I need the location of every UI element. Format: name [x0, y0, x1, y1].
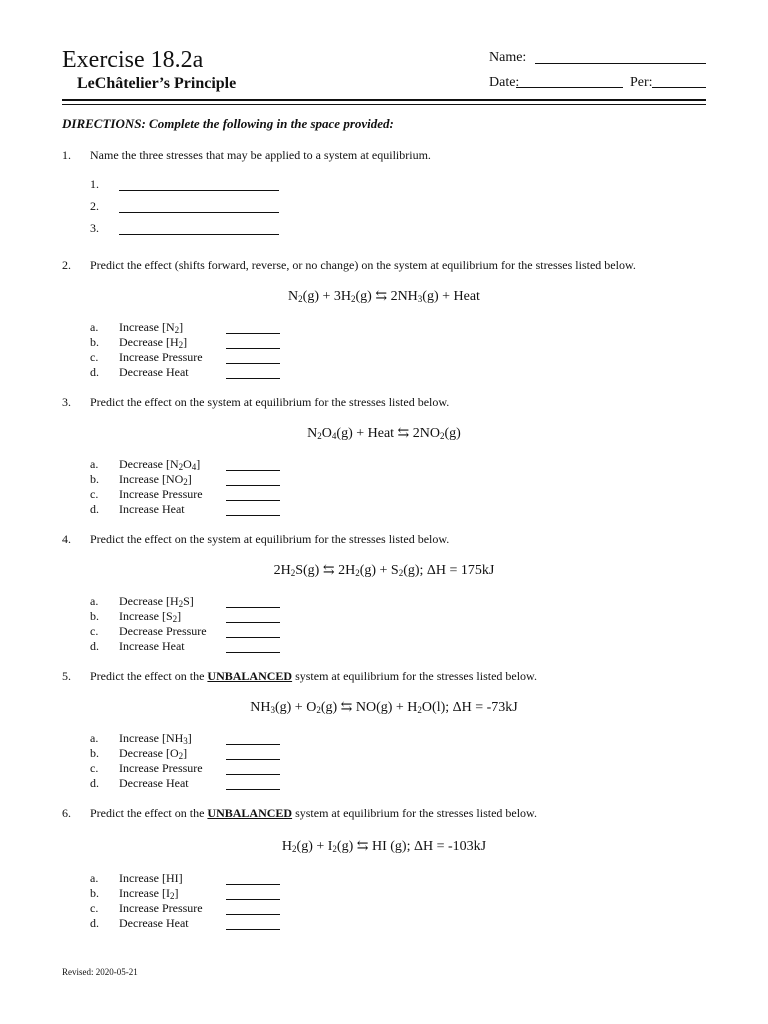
- q5-item-letter: a.: [90, 731, 99, 745]
- q2-item-letter: c.: [90, 350, 99, 364]
- q5-item-text: Decrease $[O_2]$: [119, 746, 188, 761]
- q6-item-letter: b.: [90, 886, 99, 900]
- q5-item-letter: d.: [90, 776, 99, 790]
- q1-blank-number: 3.: [90, 221, 99, 235]
- q3-answer-line[interactable]: [226, 485, 280, 486]
- q4-item-text: Decrease $[H_2S]$: [119, 594, 194, 609]
- revision-date: Revised: 2020-05-21: [62, 967, 138, 977]
- q6-answer-line[interactable]: [226, 884, 280, 885]
- q6-item-text: Decrease Heat: [119, 916, 189, 930]
- q6-item-text: Increase $[I_2]$: [119, 886, 179, 901]
- q6-text: Predict the effect on the UNBALANCED system at equilibrium for the stresses listed below.: [90, 806, 537, 820]
- q3-item-letter: a.: [90, 457, 99, 471]
- q2-item-letter: d.: [90, 365, 99, 379]
- q2-item-text: Increase $[N_2]$: [119, 320, 184, 335]
- q6-item-text: Increase Pressure: [119, 901, 203, 915]
- q3-item-text: Decrease $[N_2O_4]$: [119, 457, 201, 472]
- q4-item-letter: c.: [90, 624, 99, 638]
- q1-answer-line-3[interactable]: [119, 234, 279, 235]
- q2-answer-line[interactable]: [226, 348, 280, 349]
- q6-answer-line[interactable]: [226, 899, 280, 900]
- q3-item-text: Increase Heat: [119, 502, 185, 516]
- q6-item-letter: a.: [90, 871, 99, 885]
- date-label: Date:: [489, 75, 520, 90]
- q4-answer-line[interactable]: [226, 637, 280, 638]
- q4-answer-line[interactable]: [226, 607, 280, 608]
- q4-equation: $2H_2S(g)$ ⇆ $2H_2(g) + S_2(g)$; ΔH = 175kJ: [273, 563, 495, 578]
- q6-item-text: Increase [HI]: [119, 871, 183, 885]
- page-title: Exercise 18.2a: [62, 47, 204, 73]
- q1-number: 1.: [62, 148, 71, 162]
- q3-text: Predict the effect on the system at equilibrium for the stresses listed below.: [90, 395, 450, 409]
- q3-answer-line[interactable]: [226, 500, 280, 501]
- q4-item-letter: a.: [90, 594, 99, 608]
- q3-item-text: Increase Pressure: [119, 487, 203, 501]
- q5-item-text: Increase Pressure: [119, 761, 203, 775]
- q4-item-letter: b.: [90, 609, 99, 623]
- q5-item-text: Decrease Heat: [119, 776, 189, 790]
- q3-item-letter: c.: [90, 487, 99, 501]
- q5-answer-line[interactable]: [226, 789, 280, 790]
- q2-item-text: Decrease $[H_2]$: [119, 335, 188, 350]
- q2-item-letter: b.: [90, 335, 99, 349]
- q5-emphasis: UNBALANCED: [207, 669, 293, 683]
- q1-text: Name the three stresses that may be applied to a system at equilibrium.: [90, 148, 431, 162]
- q2-text: Predict the effect (shifts forward, reverse, or no change) on the system at equilibrium for the stresses listed below.: [90, 258, 636, 272]
- q2-item-text: Increase Pressure: [119, 350, 203, 364]
- q2-equation: $N_2(g) + 3H_2(g)$ ⇆ $2NH_3(g)$ + Heat: [288, 289, 480, 304]
- directions: DIRECTIONS: Complete the following in the space provided:: [62, 116, 394, 131]
- q5-item-text: Increase $[NH_3]$: [119, 731, 192, 746]
- q2-answer-line[interactable]: [226, 378, 280, 379]
- q4-answer-line[interactable]: [226, 652, 280, 653]
- name-field[interactable]: [535, 63, 706, 64]
- q3-equation: $N_2O_4(g)$ + Heat ⇆ $2NO_2(g)$: [307, 426, 461, 441]
- period-label: Per:: [630, 75, 653, 90]
- q2-item-text: Decrease Heat: [119, 365, 189, 379]
- q4-item-text: Increase Heat: [119, 639, 185, 653]
- q4-text: Predict the effect on the system at equilibrium for the stresses listed below.: [90, 532, 450, 546]
- q6-item-letter: d.: [90, 916, 99, 930]
- q6-equation: $H_2(g) + I_2(g)$ ⇆ HI (g); ΔH = -103kJ: [281, 839, 487, 854]
- q4-item-text: Increase $[S_2]$: [119, 609, 182, 624]
- q4-answer-line[interactable]: [226, 622, 280, 623]
- q1-blank-number: 2.: [90, 199, 99, 213]
- page-subtitle: LeChâtelier’s Principle: [77, 75, 237, 92]
- period-field[interactable]: [652, 87, 706, 88]
- q6-emphasis: UNBALANCED: [207, 806, 293, 820]
- q5-answer-line[interactable]: [226, 744, 280, 745]
- q2-item-letter: a.: [90, 320, 99, 334]
- q1-answer-line-2[interactable]: [119, 212, 279, 213]
- q3-item-text: Increase $[NO_2]$: [119, 472, 192, 487]
- q6-answer-line[interactable]: [226, 929, 280, 930]
- q5-item-letter: c.: [90, 761, 99, 775]
- q2-answer-line[interactable]: [226, 333, 280, 334]
- q2-answer-line[interactable]: [226, 363, 280, 364]
- header-rule-top: [62, 99, 706, 101]
- date-field[interactable]: [516, 87, 623, 88]
- q1-answer-line-1[interactable]: [119, 190, 279, 191]
- q4-number: 4.: [62, 532, 71, 546]
- q6-item-letter: c.: [90, 901, 99, 915]
- q3-item-letter: b.: [90, 472, 99, 486]
- q6-answer-line[interactable]: [226, 914, 280, 915]
- q3-number: 3.: [62, 395, 71, 409]
- q3-answer-line[interactable]: [226, 470, 280, 471]
- q2-number: 2.: [62, 258, 71, 272]
- q5-answer-line[interactable]: [226, 759, 280, 760]
- q4-item-letter: d.: [90, 639, 99, 653]
- name-label: Name:: [489, 50, 527, 65]
- q5-text: Predict the effect on the UNBALANCED system at equilibrium for the stresses listed below.: [90, 669, 537, 683]
- q4-item-text: Decrease Pressure: [119, 624, 207, 638]
- header-rule-bottom: [62, 104, 706, 105]
- q3-item-letter: d.: [90, 502, 99, 516]
- q5-equation: $NH_3(g) + O_2(g)$ ⇆ $NO(g) + H_2O(l)$; ΔH = -73kJ: [250, 700, 518, 715]
- q6-number: 6.: [62, 806, 71, 820]
- q5-number: 5.: [62, 669, 71, 683]
- q3-answer-line[interactable]: [226, 515, 280, 516]
- q1-blank-number: 1.: [90, 177, 99, 191]
- q5-answer-line[interactable]: [226, 774, 280, 775]
- q5-item-letter: b.: [90, 746, 99, 760]
